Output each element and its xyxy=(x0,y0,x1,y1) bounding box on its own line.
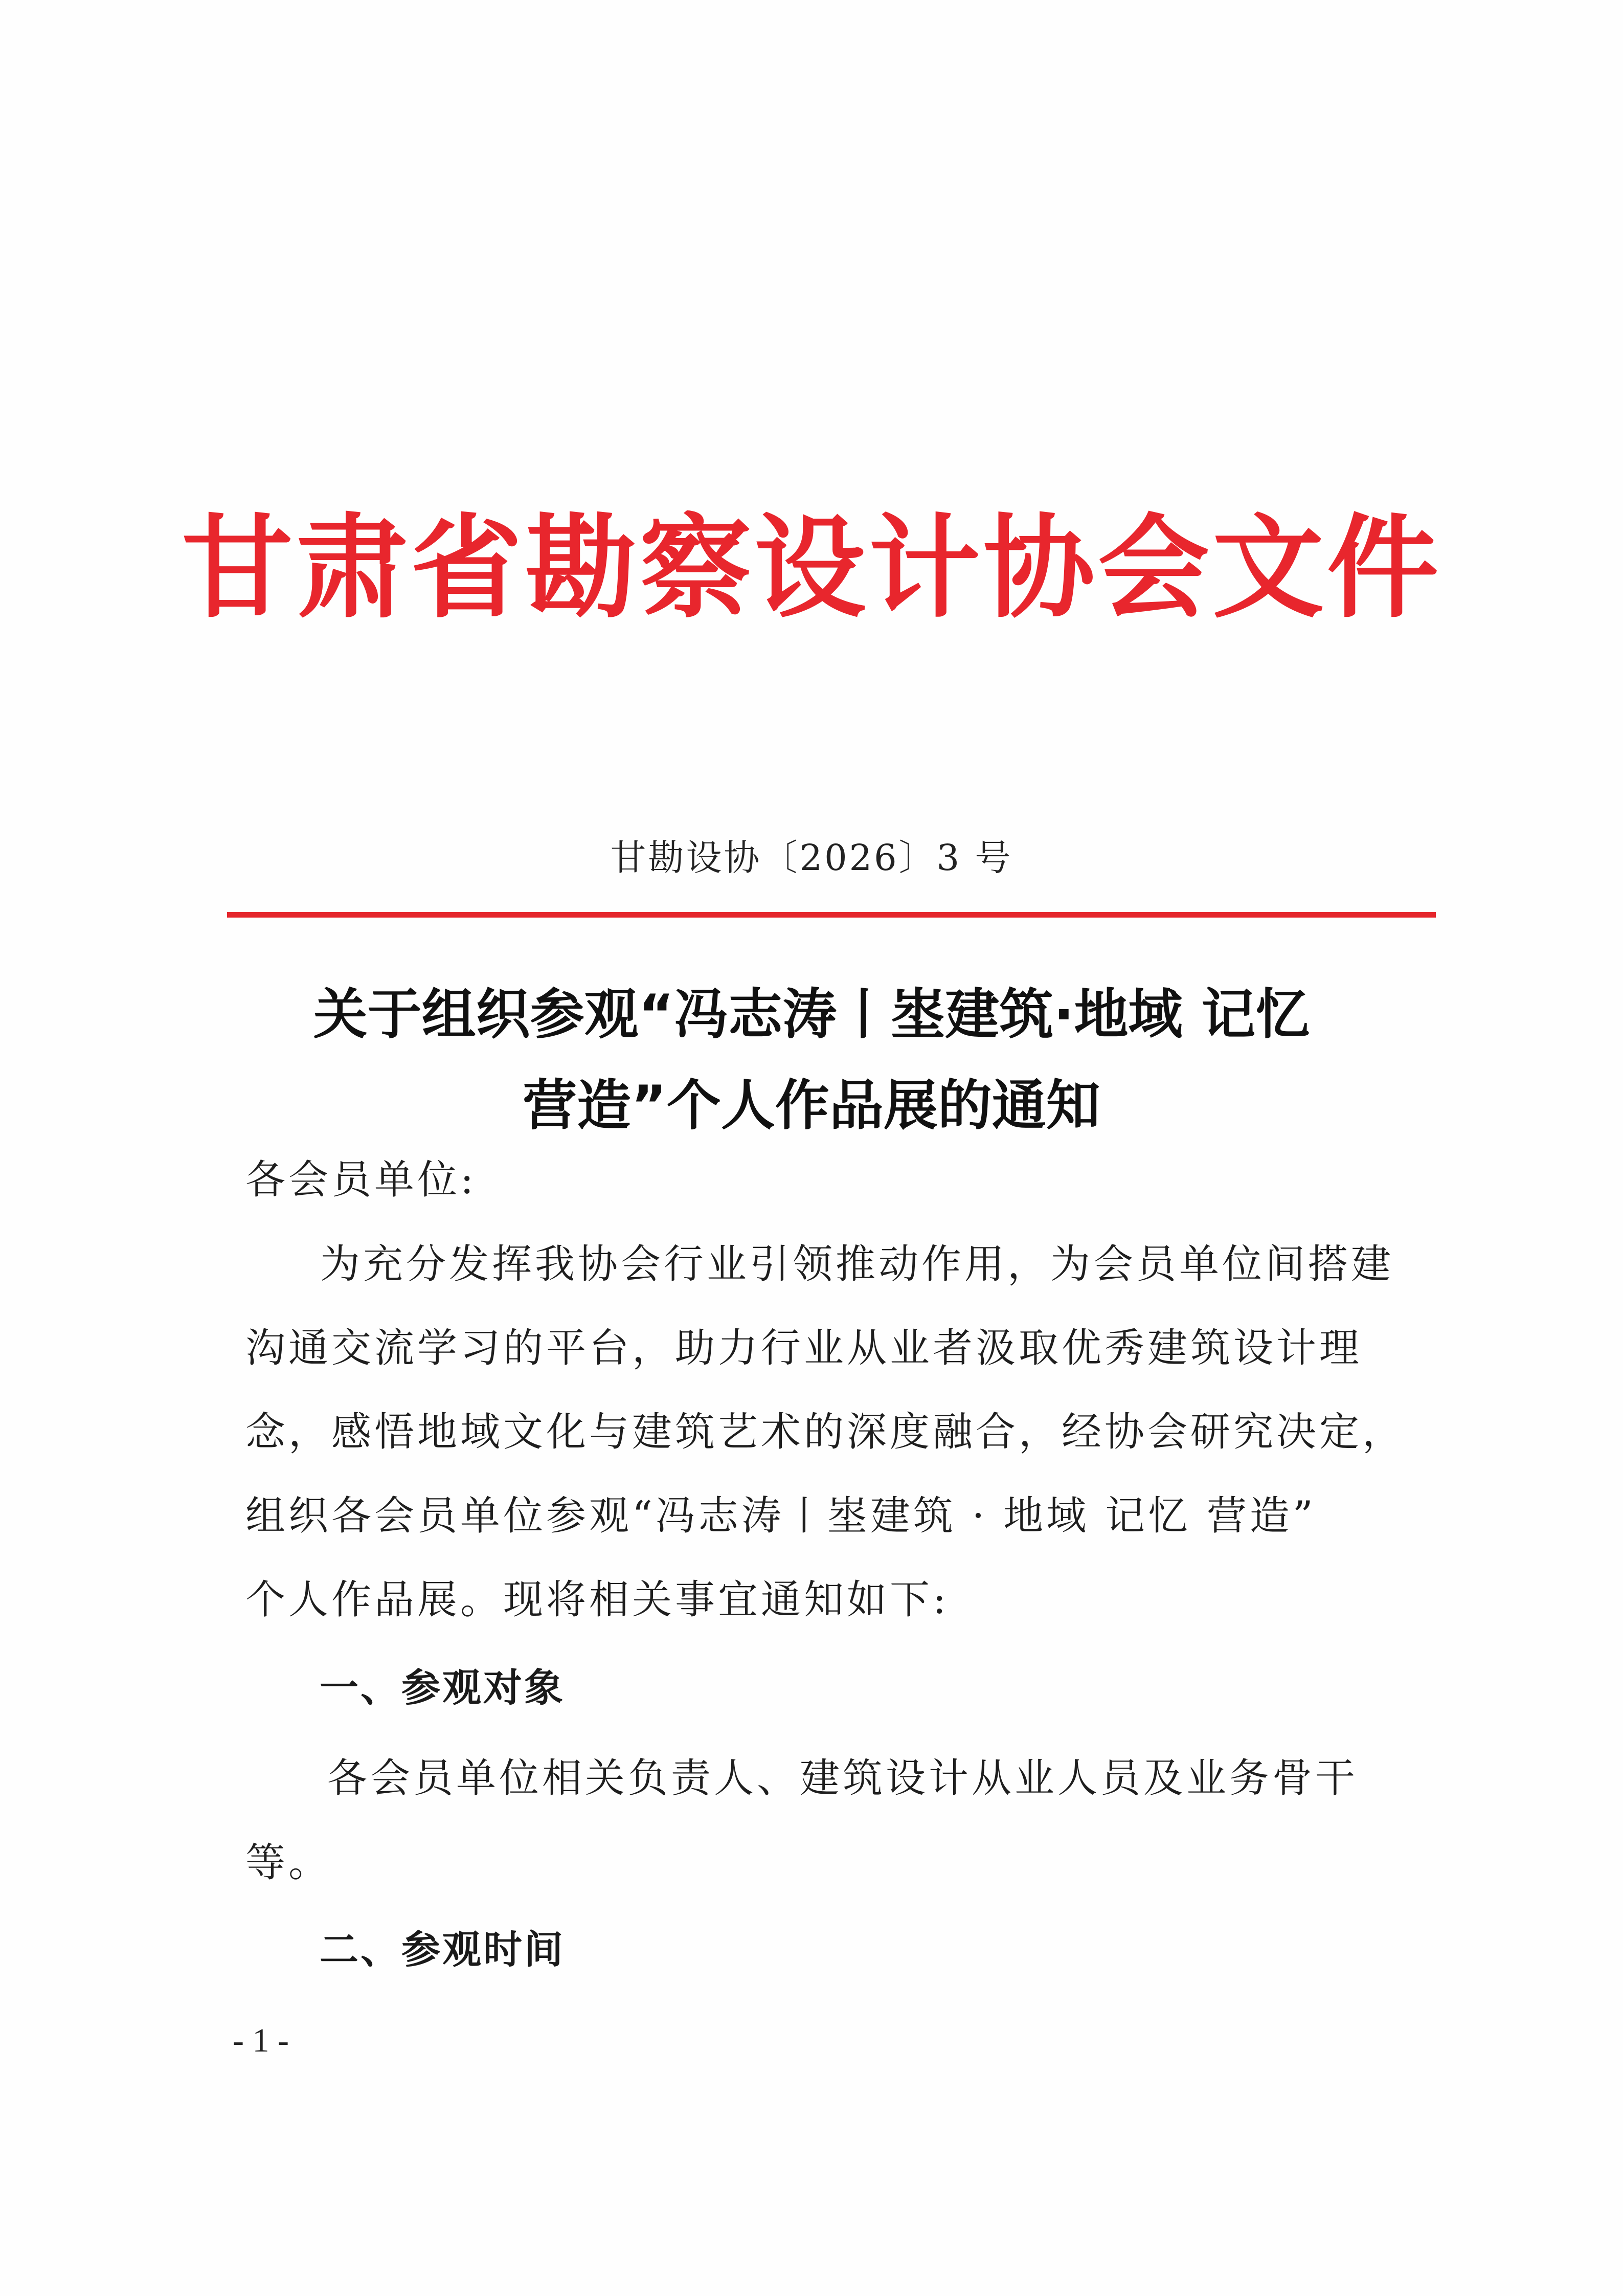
intro-line-2: 沟通交流学习的平台，助力行业从业者汲取优秀建筑设计理 xyxy=(245,1325,1363,1371)
section-heading-time: 二、参观时间 xyxy=(320,1927,565,1972)
section-heading-audience: 一、参观对象 xyxy=(320,1665,565,1710)
section-audience-line-1: 各会员单位相关负责人、建筑设计从业人员及业务骨干 xyxy=(327,1755,1359,1801)
section-audience-line-2: 等。 xyxy=(245,1840,332,1886)
intro-line-5: 个人作品展。现将相关事宜通知如下: xyxy=(245,1577,950,1623)
notice-title-line-2: 营造”个人作品展的通知 xyxy=(523,1074,1100,1137)
document-number: 甘勘设协〔2026〕3 号 xyxy=(610,837,1013,879)
intro-line-4: 组织各会员单位参观“冯志涛丨埊建筑 · 地域 记忆 营造” xyxy=(245,1493,1316,1539)
red-separator-line xyxy=(227,912,1436,918)
salutation: 各会员单位: xyxy=(245,1157,477,1203)
notice-title-line-1: 关于组织参观“冯志涛丨埊建筑·地域 记忆 xyxy=(313,983,1310,1046)
page-number: - 1 - xyxy=(233,2022,289,2059)
intro-line-1: 为充分发挥我协会行业引领推动作用，为会员单位间搭建 xyxy=(320,1241,1394,1287)
notice-title xyxy=(153,969,1470,1151)
document-masthead: 甘肃省勘察设计协会文件 xyxy=(182,502,1441,633)
intro-line-3: 念，感悟地域文化与建筑艺术的深度融合，经协会研究决定， xyxy=(245,1409,1406,1455)
